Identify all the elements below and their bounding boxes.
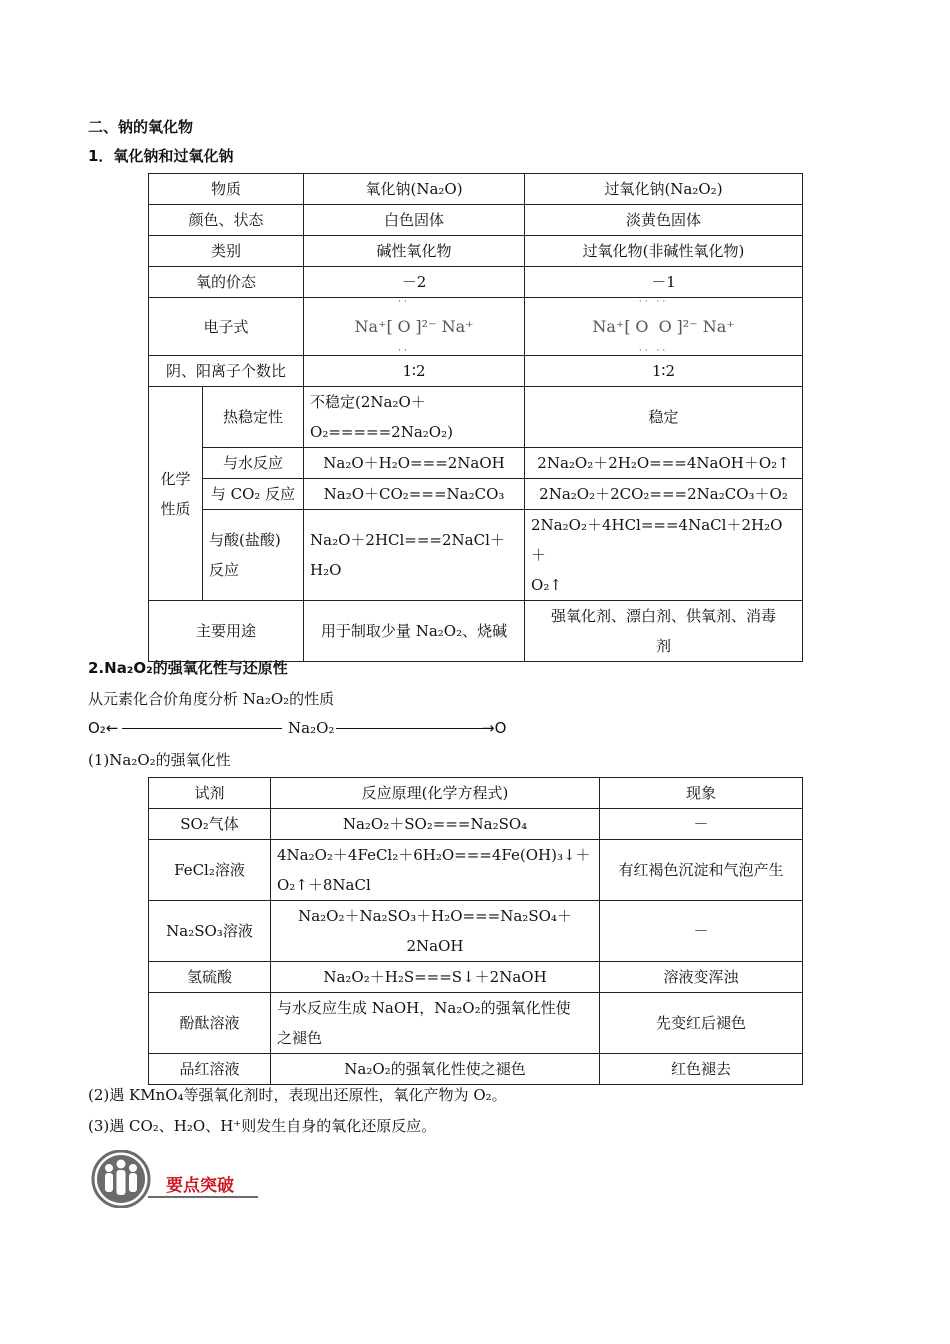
- arrow-center-label: Na₂O₂: [288, 719, 335, 737]
- key-points-badge: [90, 1150, 260, 1208]
- equation-magenta: Na₂O₂的强氧化性使之褪色: [271, 1054, 600, 1085]
- equation-na2so3: Na₂O₂＋Na₂SO₃＋H₂O===Na₂SO₄＋2NaOH: [271, 901, 600, 962]
- ef-na2o-dots-top: ··: [398, 297, 410, 307]
- subsection-2-intro: 从元素化合价角度分析 Na₂O₂的性质: [88, 690, 335, 708]
- cell-na2o-acid-reaction: [304, 510, 525, 601]
- equation-fecl2-line-2: O₂↑＋8NaCl: [277, 876, 371, 894]
- equation-phenolphthalein: [271, 993, 600, 1054]
- ef-na2o2-left: Na⁺[: [592, 316, 631, 336]
- arrow-right-label: →O: [482, 719, 507, 737]
- cell-na2o2-main-use: [525, 601, 803, 662]
- row-label-water-reaction: 与水反应: [203, 448, 304, 479]
- row-label-main-use: 主要用途: [149, 601, 304, 662]
- observation-h2s: 溶液变浑浊: [600, 962, 803, 993]
- header-na2o: 氧化钠(Na₂O): [304, 174, 525, 205]
- ef-na2o-core: O: [397, 316, 411, 336]
- section-heading: 二、钠的氧化物: [88, 118, 194, 136]
- equation-phenolphthalein-line-2: 之褪色: [277, 1029, 323, 1047]
- ef-na2o2-dots-top: ·· ··: [638, 297, 669, 307]
- strong-oxidizing-heading: (1)Na₂O₂的强氧化性: [88, 751, 231, 769]
- equation-so2: Na₂O₂＋SO₂===Na₂SO₄: [271, 809, 600, 840]
- na2o2-acid-line-2: O₂↑: [531, 576, 562, 594]
- header-na2o2: 过氧化钠(Na₂O₂): [525, 174, 803, 205]
- equation-fecl2: [271, 840, 600, 901]
- subsection-heading-2: 2.Na₂O₂的强氧化性与还原性: [88, 659, 288, 677]
- cell-na2o-electron-formula: [304, 298, 525, 356]
- ef-na2o-dots-bottom: ··: [398, 345, 410, 356]
- reagent-phenolphthalein: 酚酞溶液: [149, 993, 271, 1054]
- chem-group-label-line-2: 性质: [160, 499, 191, 518]
- ef-na2o-right: ]²⁻ Na⁺: [415, 316, 474, 336]
- arrow-left-label: O₂←: [88, 719, 119, 737]
- row-label-category: 类别: [149, 236, 304, 267]
- cell-na2o2-co2-reaction: 2Na₂O₂＋2CO₂===2Na₂CO₃＋O₂: [525, 479, 803, 510]
- reagent-na2so3: Na₂SO₃溶液: [149, 901, 271, 962]
- cell-na2o2-thermal-stability: 稳定: [525, 387, 803, 448]
- row-label-co2-reaction: 与 CO₂ 反应: [203, 479, 304, 510]
- na2o-acid-line-1: Na₂O＋2HCl===2NaCl＋: [310, 531, 505, 549]
- cell-na2o2-ratio: 1∶2: [525, 356, 803, 387]
- cell-na2o2-acid-reaction: [525, 510, 803, 601]
- row-label-electron-formula: 电子式: [149, 298, 304, 356]
- row-label-ion-ratio: 阴、阳离子个数比: [149, 356, 304, 387]
- row-label-thermal-stability: 热稳定性: [203, 387, 304, 448]
- ef-na2o2-core: O O: [635, 316, 672, 336]
- observation-phenolphthalein: 先变红后褪色: [600, 993, 803, 1054]
- acid-label-line-1: 与酸(盐酸): [209, 531, 281, 549]
- cell-na2o-ratio: 1∶2: [304, 356, 525, 387]
- cell-na2o2-electron-formula: [525, 298, 803, 356]
- row-label-color-state: 颜色、状态: [149, 205, 304, 236]
- ef-na2o-left: Na⁺[: [354, 316, 393, 336]
- cell-na2o-thermal-stability: [304, 387, 525, 448]
- na2o2-acid-line-1: 2Na₂O₂＋4HCl===4NaCl＋2H₂O＋: [531, 516, 783, 564]
- subsection-heading-1: 1．氧化钠和过氧化钠: [88, 147, 234, 165]
- cell-na2o-color: 白色固体: [304, 205, 525, 236]
- na2o-acid-line-2: H₂O: [310, 561, 342, 579]
- key-points-title: 要点突破: [166, 1176, 234, 1196]
- ef-na2o2-dots-bottom: ·· ··: [638, 345, 669, 356]
- observation-fecl2: 有红褐色沉淀和气泡产生: [600, 840, 803, 901]
- ef-na2o2-right: ]²⁻ Na⁺: [676, 316, 735, 336]
- observation-so2: －: [600, 809, 803, 840]
- reagent-so2: SO₂气体: [149, 809, 271, 840]
- note-self-redox: (3)遇 CO₂、H₂O、H⁺则发生自身的氧化还原反应。: [88, 1117, 437, 1135]
- reagent-fecl2: FeCl₂溶液: [149, 840, 271, 901]
- na2o-thermal-line-1: 不稳定(2Na₂O＋: [310, 393, 426, 411]
- na2o-thermal-line-2: O₂=====2Na₂O₂): [310, 423, 453, 441]
- note-reducing: (2)遇 KMnO₄等强氧化剂时，表现出还原性，氧化产物为 O₂。: [88, 1086, 507, 1104]
- cell-na2o-water-reaction: Na₂O＋H₂O===2NaOH: [304, 448, 525, 479]
- cell-na2o-main-use: 用于制取少量 Na₂O₂、烧碱: [304, 601, 525, 662]
- oxide-comparison-table: [148, 173, 803, 662]
- cell-na2o2-valence: －1: [525, 267, 803, 298]
- cell-na2o2-color: 淡黄色固体: [525, 205, 803, 236]
- valence-arrow-diagram: [88, 717, 518, 739]
- equation-fecl2-line-1: 4Na₂O₂＋4FeCl₂＋6H₂O===4Fe(OH)₃↓＋: [277, 846, 591, 864]
- na2o2-use-line-1: 强氧化剂、漂白剂、供氧剂、消毒: [551, 607, 777, 625]
- acid-label-line-2: 反应: [209, 561, 240, 579]
- na2o2-use-line-2: 剂: [656, 637, 672, 655]
- cell-na2o2-category: 过氧化物(非碱性氧化物): [525, 236, 803, 267]
- reagent-magenta: 品红溶液: [149, 1054, 271, 1085]
- cell-na2o-valence: －2: [304, 267, 525, 298]
- reagent-h2s: 氢硫酸: [149, 962, 271, 993]
- cell-na2o-category: 碱性氧化物: [304, 236, 525, 267]
- observation-magenta: 红色褪去: [600, 1054, 803, 1085]
- equation-phenolphthalein-line-1: 与水反应生成 NaOH，Na₂O₂的强氧化性使: [277, 999, 571, 1017]
- header-equation: 反应原理(化学方程式): [271, 778, 600, 809]
- chem-group-label-line-1: 化学: [160, 469, 191, 488]
- observation-na2so3: －: [600, 901, 803, 962]
- chem-properties-group-label: [149, 387, 203, 601]
- header-observation: 现象: [600, 778, 803, 809]
- arrow-right-line: [336, 728, 484, 729]
- arrow-left-line: [122, 728, 282, 729]
- cell-na2o-co2-reaction: Na₂O＋CO₂===Na₂CO₃: [304, 479, 525, 510]
- people-group-icon: [90, 1150, 160, 1208]
- row-label-acid-reaction: [203, 510, 304, 601]
- header-substance: 物质: [149, 174, 304, 205]
- badge-underline: [148, 1196, 258, 1198]
- header-reagent: 试剂: [149, 778, 271, 809]
- oxidizing-reactions-table: [148, 777, 803, 1085]
- equation-h2s: Na₂O₂＋H₂S===S↓＋2NaOH: [271, 962, 600, 993]
- cell-na2o2-water-reaction: 2Na₂O₂＋2H₂O===4NaOH＋O₂↑: [525, 448, 803, 479]
- row-label-valence: 氧的价态: [149, 267, 304, 298]
